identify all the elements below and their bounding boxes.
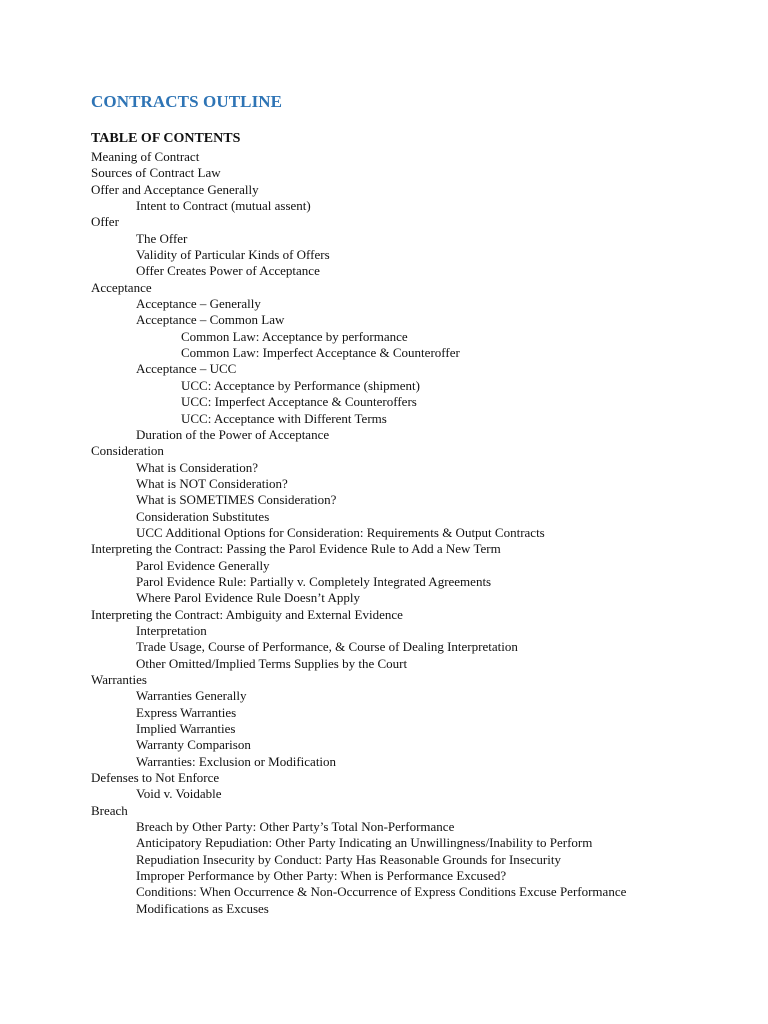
toc-entry: Intent to Contract (mutual assent) — [136, 198, 311, 214]
toc-entry: Where Parol Evidence Rule Doesn’t Apply — [136, 590, 360, 606]
toc-entry: Breach — [91, 802, 128, 818]
toc-entry: Interpretation — [136, 622, 207, 638]
toc-entry: What is Consideration? — [136, 459, 259, 475]
toc-entry: Acceptance — [91, 279, 152, 295]
toc-entry: Parol Evidence Generally — [136, 557, 270, 573]
toc-entry: Conditions: When Occurrence & Non-Occurrence of Express Conditions Excuse Performance — [136, 884, 627, 900]
toc-entry: Void v. Voidable — [136, 786, 222, 802]
toc-entry: Implied Warranties — [136, 721, 236, 737]
toc-entry: Consideration Substitutes — [136, 508, 270, 524]
toc-entry: UCC: Acceptance with Different Terms — [181, 410, 387, 426]
toc-entry: Offer Creates Power of Acceptance — [136, 263, 320, 279]
toc-entry: Offer — [91, 214, 119, 230]
toc-heading: TABLE OF CONTENTS — [91, 131, 241, 146]
toc-entry: Anticipatory Repudiation: Other Party Indicating an Unwillingness/Inability to Perform — [136, 835, 593, 851]
toc-entry: Acceptance – Common Law — [136, 312, 285, 328]
toc-entry: Parol Evidence Rule: Partially v. Completely Integrated Agreements — [136, 573, 492, 589]
toc-entry: Validity of Particular Kinds of Offers — [136, 247, 330, 263]
toc-entry: Warranties — [91, 672, 147, 687]
toc-entry: Meaning of Contract — [91, 149, 200, 164]
toc-entry: Repudiation Insecurity by Conduct: Party Has Reasonable Grounds for Insecurity — [136, 851, 561, 867]
toc-entry: UCC: Imperfect Acceptance & Counteroffers — [181, 394, 417, 410]
toc-entry: What is NOT Consideration? — [136, 475, 288, 491]
toc-entry: UCC: Acceptance by Performance (shipment) — [181, 377, 420, 393]
toc-entry: Warranties: Exclusion or Modification — [136, 753, 337, 769]
toc-entry: Breach by Other Party: Other Party’s Total Non-Performance — [136, 819, 455, 835]
toc-entry: Common Law: Imperfect Acceptance & Counteroffer — [181, 345, 460, 361]
toc-entry: Interpreting the Contract: Passing the Parol Evidence Rule to Add a New Term — [91, 541, 501, 557]
toc-entry: Other Omitted/Implied Terms Supplies by the Court — [136, 655, 408, 671]
toc-entry: The Offer — [136, 230, 188, 246]
toc-entry: Common Law: Acceptance by performance — [181, 328, 408, 344]
toc-entry: Duration of the Power of Acceptance — [136, 426, 330, 442]
toc-entry: Interpreting the Contract: Ambiguity and External Evidence — [91, 606, 403, 622]
toc-entry: Modifications as Excuses — [136, 900, 269, 916]
toc-entry: Defenses to Not Enforce — [91, 770, 220, 786]
toc-entry: UCC Additional Options for Consideration: Requirements & Output Contracts — [136, 524, 545, 540]
toc-entry: Warranties Generally — [136, 688, 247, 704]
toc-entry: Acceptance – Generally — [136, 296, 261, 312]
table-of-contents — [91, 149, 626, 917]
toc-entry: Express Warranties — [136, 704, 237, 720]
toc-entry: Warranty Comparison — [136, 737, 251, 753]
toc-entry: Consideration — [91, 443, 164, 459]
toc-entry: Offer and Acceptance Generally — [91, 181, 259, 197]
toc-entry: Trade Usage, Course of Performance, & Course of Dealing Interpretation — [136, 639, 518, 655]
toc-entry: Sources of Contract Law — [91, 165, 221, 181]
document-title: CONTRACTS OUTLINE — [91, 92, 283, 111]
toc-entry: What is SOMETIMES Consideration? — [136, 492, 337, 508]
toc-entry: Acceptance – UCC — [136, 361, 237, 377]
toc-entry: Improper Performance by Other Party: When is Performance Excused? — [136, 868, 507, 884]
